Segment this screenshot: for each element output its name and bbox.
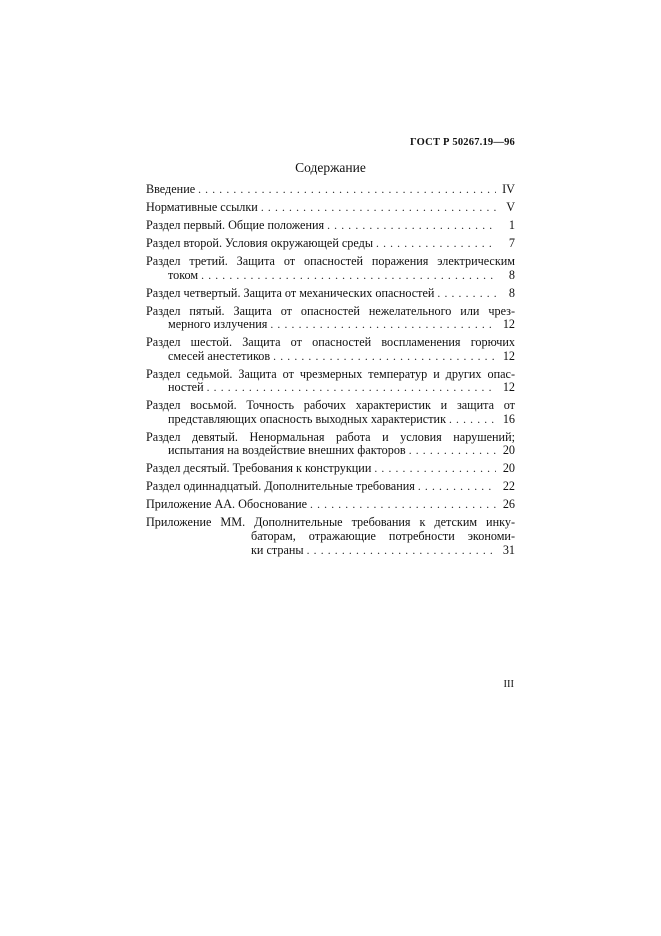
leader-dots [310, 499, 496, 513]
toc-entry-section-1[interactable] [146, 219, 515, 234]
toc-entry-page: 31 [502, 542, 515, 557]
toc-entry-page: IV [502, 182, 515, 196]
leader-dots [261, 202, 496, 216]
leader-dots [327, 220, 496, 234]
leader-dots [376, 238, 496, 252]
toc-title: Содержание [295, 160, 366, 175]
toc-entry-text-cont: представляющих опасность выходных характеристик [168, 411, 446, 426]
toc-entry-section-10[interactable] [146, 462, 515, 477]
toc-entry-page: 16 [502, 411, 515, 426]
toc-entry-text: Раздел восьмой. Точность рабочих характеристик и защита от [146, 398, 515, 413]
toc-entry-page: 26 [502, 497, 515, 512]
leader-dots [437, 288, 496, 302]
leader-dots [449, 414, 496, 428]
toc-entry-section-8[interactable] [146, 399, 515, 427]
leader-dots [418, 481, 496, 495]
toc-entry-section-4[interactable] [146, 287, 515, 302]
toc-entry-section-6[interactable] [146, 336, 515, 364]
toc-entry-section-3[interactable] [146, 255, 515, 283]
toc-entry-text: Введение [146, 182, 196, 196]
page-number: III [503, 679, 514, 690]
toc-entry-text: Раздел первый. Общие положения [146, 217, 325, 232]
toc-entry-section-11[interactable] [146, 480, 515, 495]
table-of-contents [146, 183, 515, 558]
toc-entry-page: 12 [502, 348, 515, 363]
toc-entry-page: 20 [502, 461, 515, 476]
toc-entry-text: Раздел шестой. Защита от опасностей воспламенения горючих [146, 335, 515, 350]
toc-entry-text: Раздел одиннадцатый. Дополнительные требования [146, 479, 415, 494]
leader-dots [201, 270, 496, 284]
toc-entry-text: Раздел пятый. Защита от опасностей нежелательного или чрез- [146, 303, 515, 318]
toc-entry-text: Раздел десятый. Требования к конструкции [146, 461, 372, 476]
toc-entry-text: Раздел второй. Условия окружающей среды [146, 235, 374, 250]
toc-entry-text-cont: ки страны [251, 542, 304, 557]
leader-dots [409, 445, 496, 459]
toc-entry-page: V [506, 199, 515, 214]
leader-dots [374, 463, 496, 477]
leader-dots [270, 319, 496, 333]
toc-entry-introduction[interactable] [146, 183, 515, 198]
toc-entry-text-cont: смесей анестетиков [168, 348, 271, 363]
toc-entry-page: 20 [502, 443, 515, 458]
toc-entry-normative-references[interactable] [146, 201, 515, 216]
toc-entry-page: 7 [508, 235, 515, 250]
leader-dots [307, 545, 496, 559]
toc-entry-text: Приложение АА. Обоснование [146, 497, 308, 512]
toc-entry-page: 12 [502, 317, 515, 332]
toc-entry-text: Раздел четвертый. Защита от механических опасностей [146, 285, 435, 300]
toc-entry-text-cont: баторам, отражающие потребности экономи- [251, 528, 515, 543]
toc-entry-text-cont: ностей [168, 380, 204, 395]
toc-entry-text: Раздел девятый. Ненормальная работа и условия нарушений; [146, 429, 515, 444]
toc-entry-page: 12 [502, 380, 515, 395]
toc-entry-section-2[interactable] [146, 237, 515, 252]
toc-entry-appendix-aa[interactable] [146, 498, 515, 513]
leader-dots [273, 351, 496, 365]
toc-entry-text-cont: током [168, 267, 199, 282]
toc-entry-text: Нормативные ссылки [146, 199, 258, 214]
document-code: ГОСТ Р 50267.19—96 [410, 137, 515, 148]
toc-entry-page: 8 [508, 267, 515, 282]
toc-entry-text: Приложение ММ. Дополнительные требования к детским инку- [146, 515, 515, 530]
leader-dots [207, 382, 496, 396]
toc-entry-text: Раздел третий. Защита от опасностей поражения электрическим [146, 253, 515, 268]
toc-entry-page: 8 [508, 285, 515, 300]
toc-entry-appendix-mm[interactable] [146, 516, 515, 558]
toc-entry-text: Раздел седьмой. Защита от чрезмерных температур и других опас- [146, 366, 515, 381]
toc-entry-section-7[interactable] [146, 368, 515, 396]
toc-entry-text-cont: испытания на воздействие внешних факторов [168, 443, 406, 458]
toc-entry-text-cont: мерного излучения [168, 317, 268, 332]
toc-entry-page: 1 [508, 217, 515, 232]
leader-dots [198, 184, 496, 198]
toc-entry-page: 22 [502, 479, 515, 494]
toc-entry-section-9[interactable] [146, 431, 515, 459]
toc-entry-section-5[interactable] [146, 305, 515, 333]
